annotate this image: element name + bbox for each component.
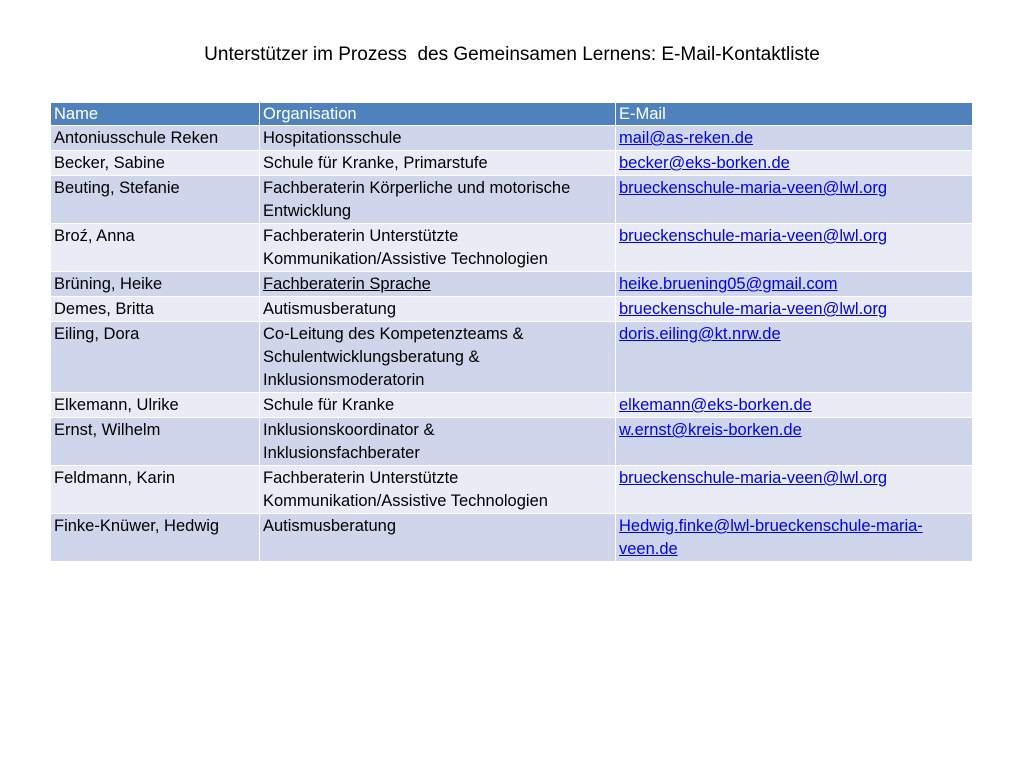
contact-email-cell <box>616 297 973 322</box>
page-title: Unterstützer im Prozess des Gemeinsamen Lernens: E-Mail-Kontaktliste <box>204 44 820 65</box>
contact-name: Antoniusschule Reken <box>51 126 260 151</box>
contact-email-cell <box>616 466 973 514</box>
org-line: Co-Leitung des Kompetenzteams & <box>263 325 524 343</box>
contact-organisation <box>260 297 616 322</box>
column-header-organisation: Organisation <box>260 103 616 126</box>
contact-email-cell <box>616 322 973 393</box>
email-link[interactable]: doris.eiling@kt.nrw.de <box>619 325 781 343</box>
contact-organisation <box>260 466 616 514</box>
table-row <box>51 272 973 297</box>
org-line: Kommunikation/Assistive Technologien <box>263 250 548 268</box>
org-line: Fachberaterin Unterstützte <box>263 227 459 245</box>
contact-name: Beuting, Stefanie <box>51 176 260 224</box>
column-header-name: Name <box>51 103 260 126</box>
table-row <box>51 297 973 322</box>
org-line: Fachberaterin Sprache <box>263 275 431 293</box>
contact-name: Brüning, Heike <box>51 272 260 297</box>
org-line: Schule für Kranke, Primarstufe <box>263 154 488 172</box>
table-row <box>51 322 973 393</box>
org-line: Entwicklung <box>263 202 352 220</box>
org-line: Fachberaterin Körperliche und motorische <box>263 179 571 197</box>
contact-email-cell <box>616 514 973 562</box>
email-link[interactable]: w.ernst@kreis-borken.de <box>619 421 802 439</box>
contact-email-cell <box>616 393 973 418</box>
table-row <box>51 176 973 224</box>
contact-email-cell <box>616 151 973 176</box>
table-header-row <box>51 103 973 126</box>
org-line: Schulentwicklungsberatung & <box>263 348 480 366</box>
org-line: Autismusberatung <box>263 300 396 318</box>
contact-name: Becker, Sabine <box>51 151 260 176</box>
org-line: Kommunikation/Assistive Technologien <box>263 492 548 510</box>
contact-organisation <box>260 418 616 466</box>
contact-organisation <box>260 322 616 393</box>
contact-organisation <box>260 224 616 272</box>
contact-name: Demes, Britta <box>51 297 260 322</box>
email-link[interactable]: becker@eks-borken.de <box>619 154 790 172</box>
contact-name: Feldmann, Karin <box>51 466 260 514</box>
org-line: Schule für Kranke <box>263 396 395 414</box>
contact-email-cell <box>616 224 973 272</box>
org-line: Hospitationsschule <box>263 129 402 147</box>
contact-name: Broź, Anna <box>51 224 260 272</box>
contact-email-cell <box>616 176 973 224</box>
email-link[interactable]: brueckenschule-maria-veen@lwl.org <box>619 469 888 487</box>
contact-email-cell <box>616 126 973 151</box>
contact-organisation <box>260 514 616 562</box>
contact-name: Eiling, Dora <box>51 322 260 393</box>
org-line: Inklusionskoordinator & <box>263 421 435 439</box>
org-line: Autismusberatung <box>263 517 396 535</box>
contact-organisation <box>260 176 616 224</box>
table-row <box>51 466 973 514</box>
email-link[interactable]: heike.bruening05@gmail.com <box>619 275 838 293</box>
contact-organisation <box>260 126 616 151</box>
table-row <box>51 151 973 176</box>
table-row <box>51 514 973 562</box>
table-row <box>51 126 973 151</box>
contact-name: Ernst, Wilhelm <box>51 418 260 466</box>
table-row <box>51 224 973 272</box>
email-link[interactable]: brueckenschule-maria-veen@lwl.org <box>619 227 888 245</box>
contact-organisation <box>260 151 616 176</box>
contact-name: Elkemann, Ulrike <box>51 393 260 418</box>
contact-organisation <box>260 393 616 418</box>
org-line: Inklusionsmoderatorin <box>263 371 425 389</box>
email-link[interactable]: elkemann@eks-borken.de <box>619 396 812 414</box>
contact-email-cell <box>616 418 973 466</box>
email-link[interactable]: mail@as-reken.de <box>619 129 754 147</box>
table-row <box>51 418 973 466</box>
contact-name: Finke-Knüwer, Hedwig <box>51 514 260 562</box>
org-line: Inklusionsfachberater <box>263 444 420 462</box>
email-link[interactable]: Hedwig.finke@lwl-brueckenschule-maria- veen.de <box>619 517 923 558</box>
org-line: Fachberaterin Unterstützte <box>263 469 459 487</box>
column-header-email: E-Mail <box>616 103 973 126</box>
email-link[interactable]: brueckenschule-maria-veen@lwl.org <box>619 300 888 318</box>
contact-table <box>50 102 973 562</box>
contact-organisation <box>260 272 616 297</box>
contact-email-cell <box>616 272 973 297</box>
email-link[interactable]: brueckenschule-maria-veen@lwl.org <box>619 179 888 197</box>
table-row <box>51 393 973 418</box>
